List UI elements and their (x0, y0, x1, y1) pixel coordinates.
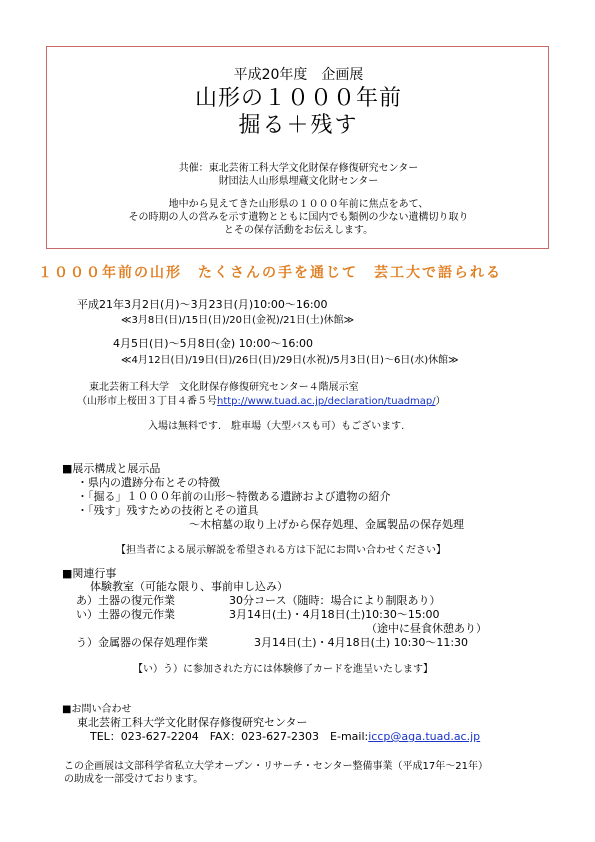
subtitle: 掘る＋残す (238, 113, 359, 138)
headline: １０００年前の山形 たくさんの手を通じて 芸工大で語られる (38, 265, 502, 281)
fiscal-year-label: 平成20年度 企画展 (233, 67, 364, 83)
description-line-3: とその保存活動をお伝えします。 (223, 225, 374, 236)
contact-org: 東北芸術工科大学文化財保存修復研究センター (77, 716, 308, 729)
description-line-2: その時期の人の営みを示す遺物とともに国内でも類例の少ない遺構切り取り (128, 212, 469, 223)
exhibition-item: ～木棺墓の取り上げから保存処理、金属製品の保存処理 (189, 518, 464, 531)
description-line-1: 地中から見えてきた山形県の１０００年前に焦点をあて、 (168, 199, 429, 210)
exhibition-item: ・「掘る」１０００年前の山形～特徴ある遺跡および遺物の紹介 (77, 490, 391, 503)
event-detail: 3月14日(土)・4月18日(土)10:30～15:00 (229, 608, 440, 621)
cohost-line-2: 財団法人山形県埋蔵文化財センター (218, 176, 379, 187)
venue-address (77, 392, 446, 407)
footer-line-1: この企画展は文部科学省私立大学オープン・リサーチ・センター整備事業（平成17年～21年） (64, 761, 488, 772)
title-box (46, 46, 549, 249)
exhibition-heading: ■展示構成と展示品 (62, 462, 161, 475)
events-heading: ■関連行事 (62, 567, 117, 580)
period-1: 平成21年3月2日(月)～3月23日(月)10:00～16:00 (77, 298, 328, 311)
event-label: い）土器の復元作業 (76, 608, 175, 621)
event-detail: 3月14日(土)・4月18日(土) 10:30～11:30 (254, 636, 469, 649)
main-title: 山形の１０００年前 (194, 86, 402, 111)
event-label: う）金属器の保存処理作業 (76, 636, 208, 649)
period-1-closed-days: ≪3月8日(日)/15日(日)/20日(金祝)/21日(土)休館≫ (121, 315, 355, 326)
tel-fax: TEL：023-627-2204 FAX：023-627-2303 E-mail: (90, 730, 369, 743)
map-link[interactable]: http://www.tuad.ac.jp/declaration/tuadmap/ (217, 396, 436, 407)
venue-name: 東北芸術工科大学 文化財保存修復研究センター４階展示室 (89, 382, 359, 393)
events-notice: 【い）う）に参加された方には体験修了カードを進呈いたします】 (133, 664, 433, 675)
event-detail: （途中に昼食休憩あり） (366, 622, 487, 635)
cohost-line-1: 共催：東北芸術工科大学文化財保存修復研究センター (178, 163, 419, 174)
event-label: あ）土器の復元作業 (76, 594, 175, 607)
period-2-closed-days: ≪4月12日(日)/19日(日)/26日(日)/29日(水祝)/5月3日(日)～6日(水)休館≫ (121, 355, 459, 366)
event-detail: 30分コース（随時：場合により制限あり） (229, 594, 441, 607)
email-link[interactable]: iccp@aga.tuad.ac.jp (368, 730, 481, 743)
footer-line-2: の助成を一部受けております。 (64, 774, 204, 785)
exhibition-item: ・「残す」残すための技術とその道具 (77, 504, 259, 517)
contact-heading: ■お問い合わせ (62, 704, 132, 715)
exhibition-notice: 【担当者による展示解説を希望される方は下記にお問い合わせください】 (116, 545, 446, 556)
address-close: ） (435, 396, 446, 407)
address-text: （山形市上桜田３丁目４番５号 (77, 396, 217, 407)
admission-note: 入場は無料です. 駐車場（大型バスも可）もございます. (148, 421, 405, 432)
period-2: 4月5日(日)～5月8日(金) 10:00～16:00 (113, 337, 314, 350)
events-subheading: 体験教室（可能な限り、事前申し込み） (90, 580, 288, 593)
exhibition-item: ・県内の遺跡分布とその特徴 (77, 476, 220, 489)
contact-info (90, 728, 480, 744)
